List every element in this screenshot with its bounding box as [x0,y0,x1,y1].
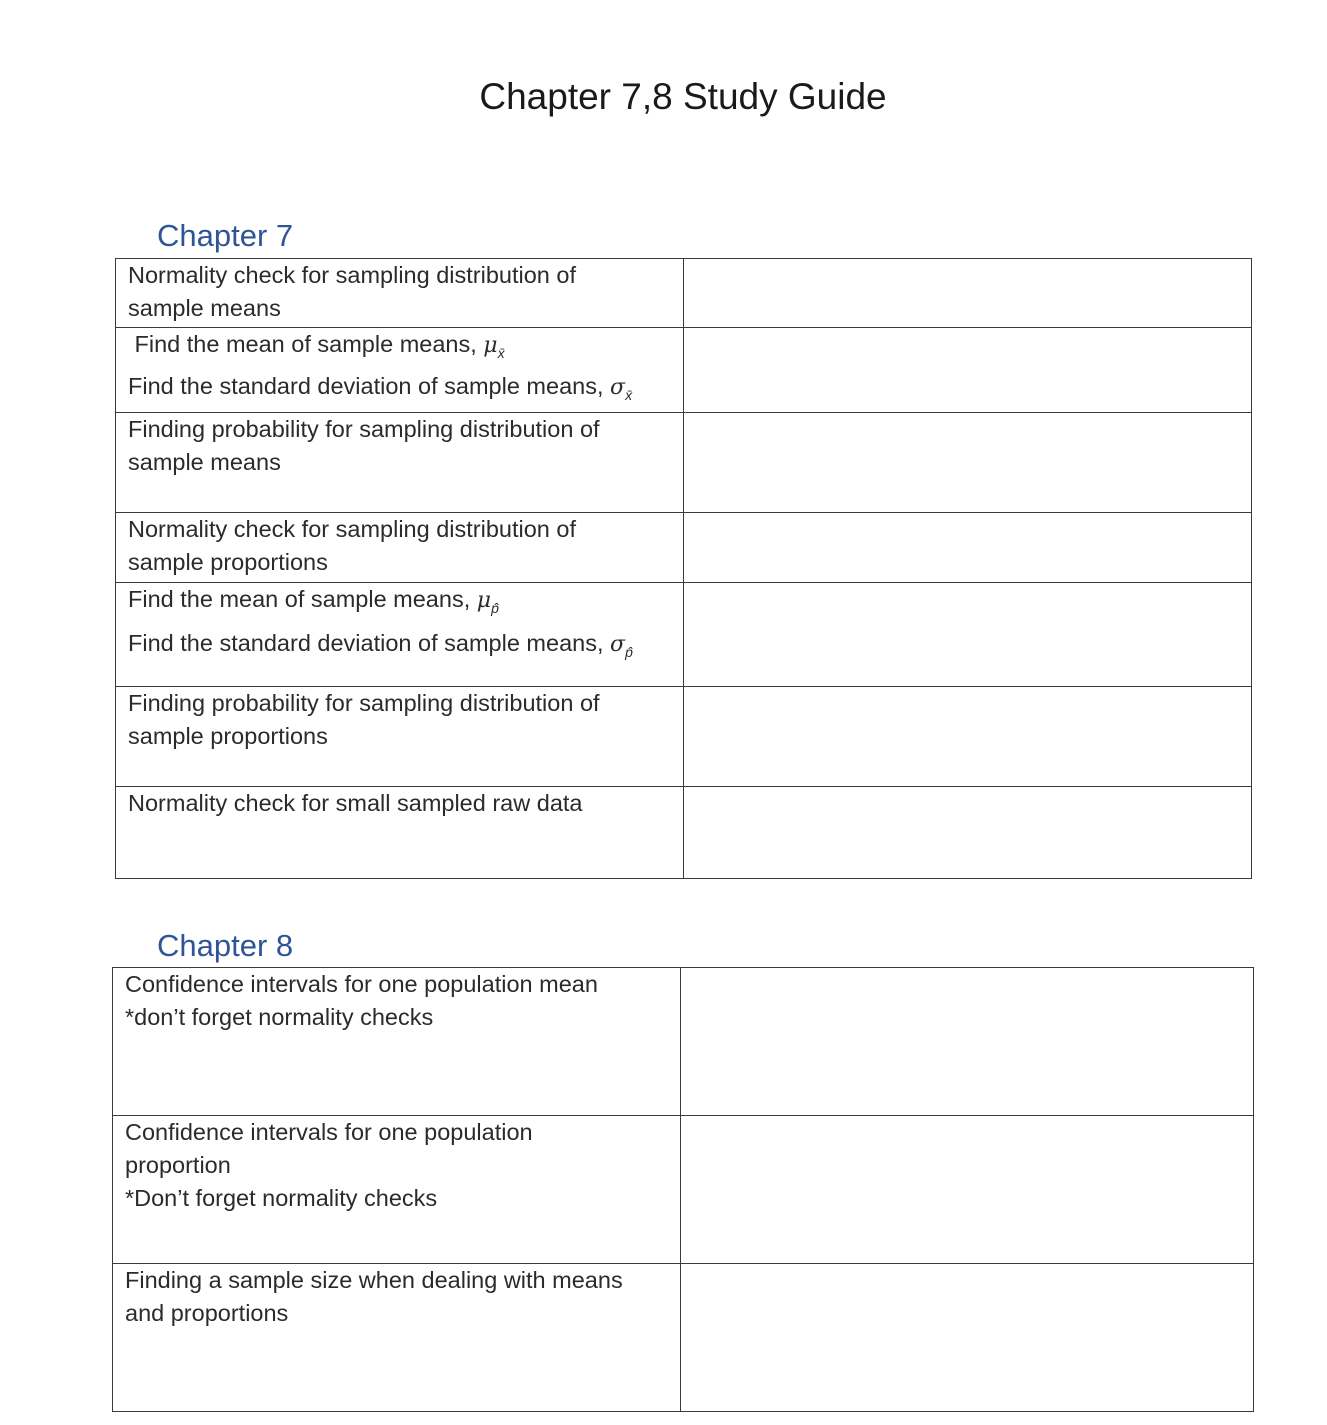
formula-line [128,583,671,625]
formula-line [128,370,671,412]
topic-cell [116,583,684,687]
table-row [116,513,1252,583]
topic-cell [113,1116,681,1264]
answer-cell[interactable] [681,1116,1254,1264]
topic-cell [113,968,681,1116]
page-title: Chapter 7,8 Study Guide [479,76,887,117]
p-hat-subscript: p̂ [625,644,633,660]
formula-line [128,627,671,669]
topic-text: Normality check for sampling distribution of [128,262,576,288]
answer-cell[interactable] [684,413,1252,513]
topic-text: Finding probability for sampling distribution of [128,416,600,442]
chapter-7-heading: Chapter 7 [157,218,294,253]
topic-text: Normality check for sampling distribution of [128,516,576,542]
topic-cell [116,328,684,413]
table-row [116,787,1252,879]
topic-text: proportion [125,1152,231,1178]
topic-text: *don’t forget normality checks [125,1004,434,1030]
answer-cell[interactable] [684,687,1252,787]
table-row [116,259,1252,328]
answer-cell[interactable] [684,513,1252,583]
table-row [116,328,1252,413]
topic-text: Confidence intervals for one population [125,1119,533,1145]
answer-cell[interactable] [684,328,1252,413]
topic-text: sample proportions [128,723,328,749]
topic-cell [116,687,684,787]
topic-text: Confidence intervals for one population mean [125,971,598,997]
topic-cell [116,413,684,513]
mu-symbol: μ [483,333,498,358]
topic-text: Find the standard deviation of sample means, [128,630,611,656]
topic-text: sample proportions [128,549,328,575]
table-row [113,968,1254,1116]
table-row [113,1264,1254,1412]
topic-text: sample means [128,449,281,475]
topic-text: Finding probability for sampling distribution of [128,690,600,716]
topic-text: Find the mean of sample means, [128,331,484,357]
topic-text: sample means [128,295,281,321]
sigma-symbol: σ [610,375,626,400]
table-row [113,1116,1254,1264]
answer-cell[interactable] [681,968,1254,1116]
chapter-7-table [115,258,1252,879]
topic-text: and proportions [125,1300,289,1326]
chapter-8-table [112,967,1254,1412]
x-bar-subscript: x̄ [625,387,633,403]
answer-cell[interactable] [681,1264,1254,1412]
answer-cell[interactable] [684,259,1252,328]
table-row [116,413,1252,513]
formula-line [128,328,671,370]
chapter-8-heading: Chapter 8 [157,928,294,963]
topic-cell [116,513,684,583]
topic-text: *Don’t forget normality checks [125,1185,438,1211]
table-row [116,687,1252,787]
topic-cell [116,787,684,879]
topic-text: Find the mean of sample means, [128,586,477,612]
answer-cell[interactable] [684,787,1252,879]
mu-symbol: μ [476,588,492,613]
topic-cell [113,1264,681,1412]
topic-text: Find the standard deviation of sample means, [128,373,611,399]
topic-text: Finding a sample size when dealing with means [125,1267,623,1293]
p-hat-subscript: p̂ [491,600,499,616]
sigma-symbol: σ [610,632,626,657]
topic-cell [116,259,684,328]
answer-cell[interactable] [684,583,1252,687]
table-row [116,583,1252,687]
x-bar-subscript: x̄ [497,345,505,361]
topic-text: Normality check for small sampled raw data [128,790,583,816]
